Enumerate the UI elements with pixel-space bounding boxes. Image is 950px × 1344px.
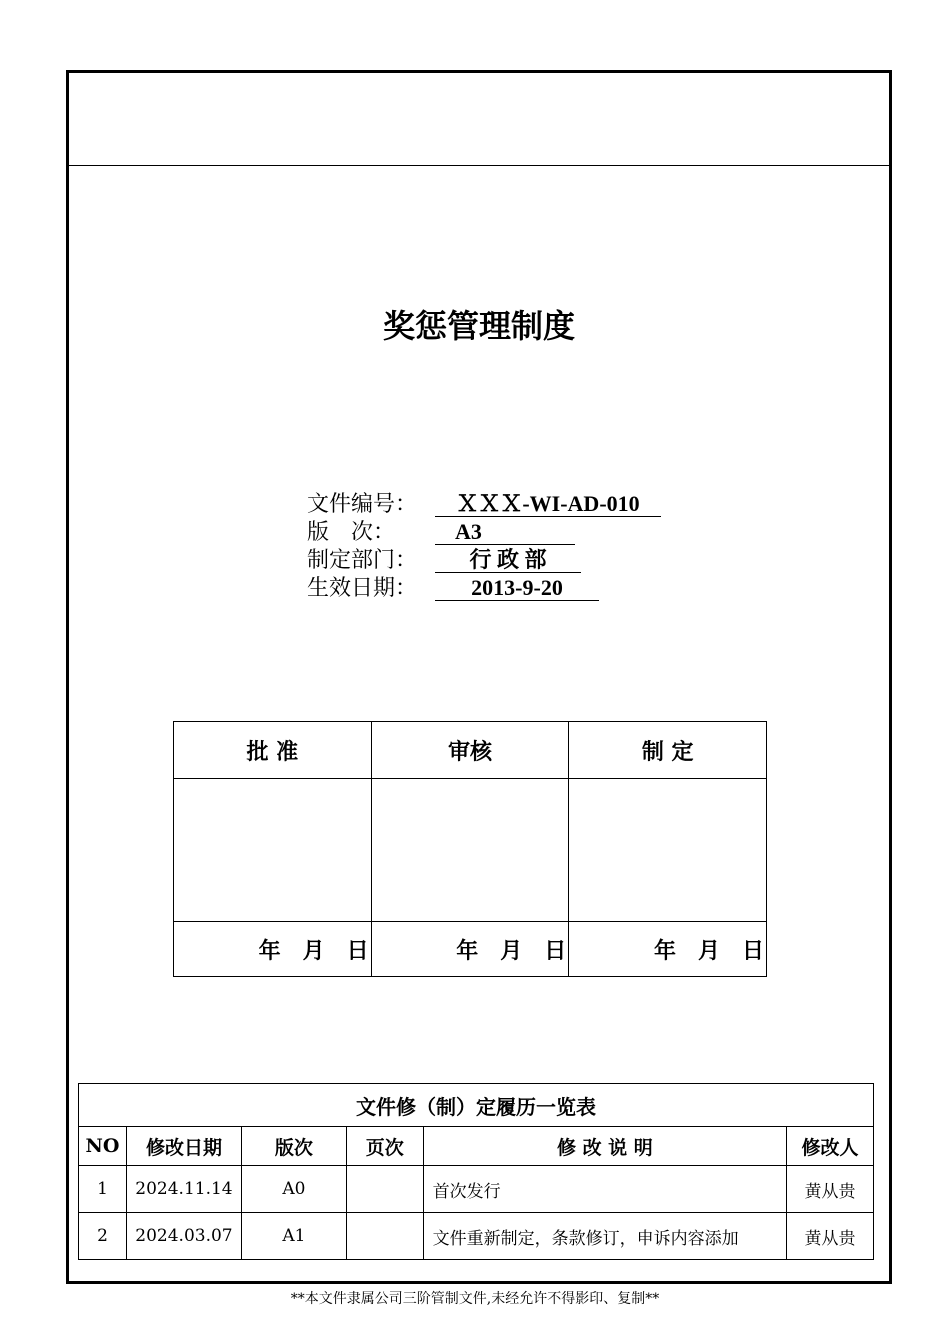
effective-date-value: 2013-9-20	[435, 576, 599, 601]
prepare-header: 制 定	[569, 722, 767, 779]
prepare-date-cell	[569, 922, 767, 977]
cell-version: A0	[241, 1166, 346, 1213]
approve-signature-cell	[174, 779, 372, 922]
info-row-version	[307, 519, 661, 547]
date-label: 年 月 日	[653, 938, 764, 964]
effective-date-label: 生效日期：	[307, 576, 418, 601]
document-frame	[66, 70, 892, 1284]
col-header-description: 修 改 说 明	[423, 1127, 786, 1166]
col-header-no: NO	[79, 1127, 127, 1166]
cell-date: 2024.11.14	[126, 1166, 241, 1213]
cell-page	[346, 1213, 423, 1260]
cell-description: 文件重新制定，条款修订，申诉内容添加	[423, 1213, 786, 1260]
date-label: 年 月 日	[258, 938, 369, 964]
department-value: 行 政 部	[435, 548, 581, 573]
revision-history-table	[78, 1083, 874, 1260]
col-header-editor: 修改人	[787, 1127, 874, 1166]
table-row	[79, 1166, 874, 1213]
document-title: 奖惩管理制度	[382, 307, 575, 345]
cell-editor: 黄从贵	[787, 1166, 874, 1213]
cell-date: 2024.03.07	[126, 1213, 241, 1260]
cell-version: A1	[241, 1213, 346, 1260]
version-value: A3	[435, 520, 575, 545]
approve-header: 批 准	[174, 722, 372, 779]
info-row-effective-date	[307, 575, 661, 603]
cell-description: 首次发行	[423, 1166, 786, 1213]
prepare-signature-cell	[569, 779, 767, 922]
doc-number-value: ＸＸＸ-WI-AD-010	[435, 492, 661, 517]
review-header: 审核	[371, 722, 569, 779]
col-header-page: 页次	[346, 1127, 423, 1166]
cell-editor: 黄从贵	[787, 1213, 874, 1260]
review-date-cell	[371, 922, 569, 977]
review-signature-cell	[371, 779, 569, 922]
approval-table	[173, 721, 767, 977]
info-row-doc-number	[307, 491, 661, 519]
info-row-department	[307, 547, 661, 575]
approve-date-cell	[174, 922, 372, 977]
doc-number-label: 文件编号：	[307, 492, 418, 517]
col-header-date: 修改日期	[126, 1127, 241, 1166]
history-caption: 文件修（制）定履历一览表	[79, 1084, 874, 1127]
footer-notice: **本文件隶属公司三阶管制文件,未经允许不得影印、复制**	[290, 1291, 660, 1307]
cell-no: 2	[79, 1213, 127, 1260]
table-row	[79, 1213, 874, 1260]
col-header-version: 版次	[241, 1127, 346, 1166]
version-label: 版 次：	[307, 520, 396, 545]
document-info	[307, 491, 661, 603]
cell-no: 1	[79, 1166, 127, 1213]
header-band	[69, 73, 889, 166]
date-label: 年 月 日	[456, 938, 567, 964]
department-label: 制定部门：	[307, 548, 418, 573]
cell-page	[346, 1166, 423, 1213]
